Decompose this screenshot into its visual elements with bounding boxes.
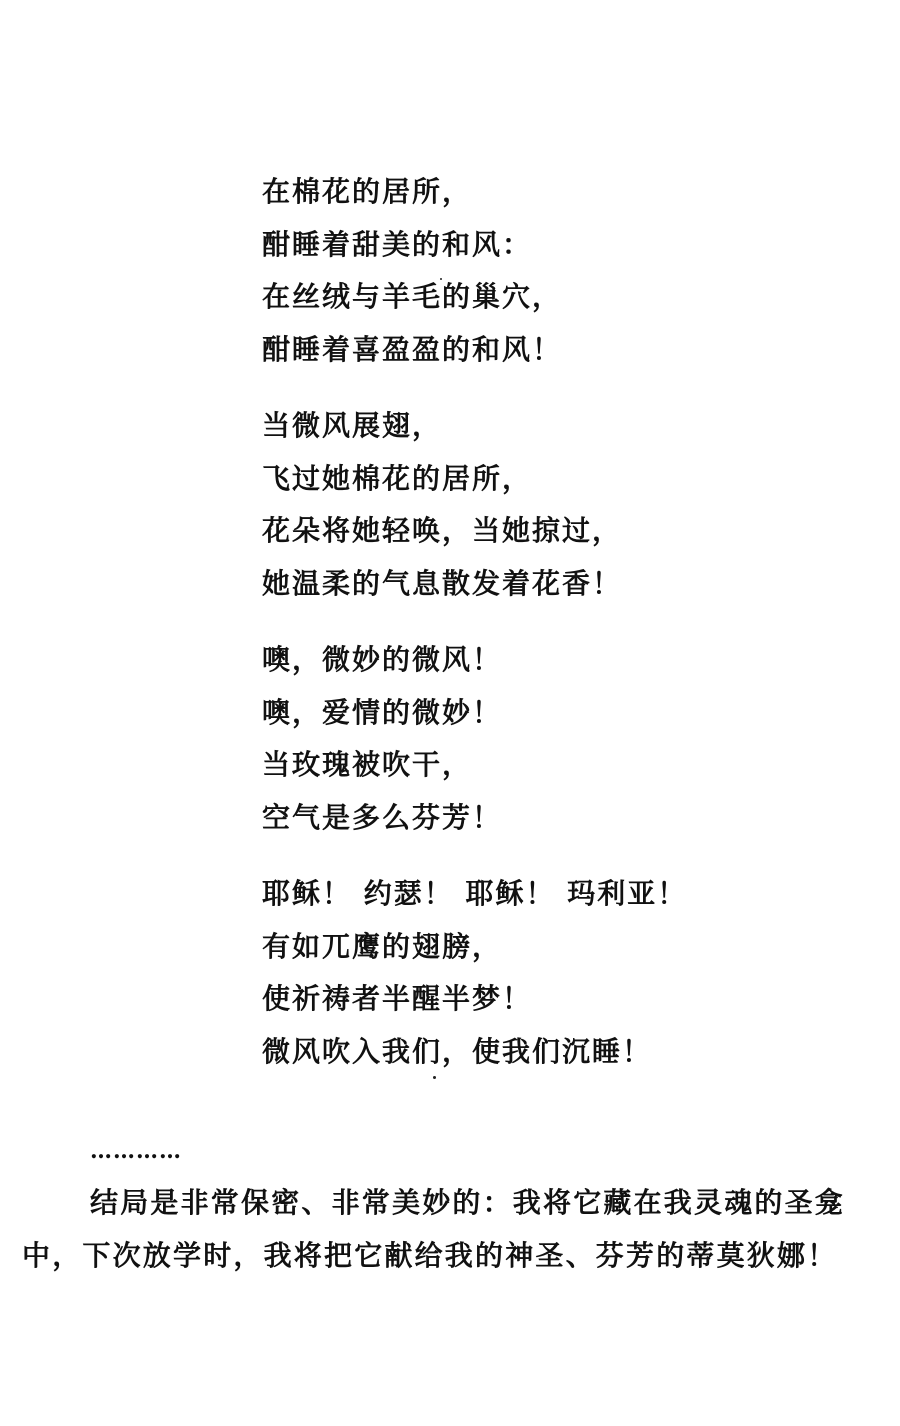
poem-stanza: [262, 634, 782, 844]
poem-stanza: [262, 868, 782, 1078]
poem-line: 当微风展翅，: [262, 409, 443, 442]
poem-line: 飞过她棉花的居所，: [262, 461, 533, 495]
poem-line: 当玫瑰被吹干，: [262, 748, 473, 781]
poem-line: 在棉花的居所，: [262, 175, 473, 208]
poem-line: 空气是多么芬芳！: [262, 800, 503, 834]
poem-line: 微风吹入我们，使我们沉睡！: [262, 1034, 653, 1068]
poem-line: 噢，微妙的微风！: [262, 643, 503, 676]
poem-line: 在丝绒与羊毛的巢穴，: [262, 280, 563, 313]
poem-stanza: [262, 400, 782, 610]
poem-line: 酣睡着甜美的和风：: [262, 227, 533, 261]
poem-line: 有如兀鹰的翅膀，: [262, 929, 503, 963]
poem-line: 使祈祷者半醒半梦！: [262, 982, 533, 1015]
poem-line: 酣睡着喜盈盈的和风！: [262, 332, 563, 366]
scan-speck: [440, 278, 442, 280]
prose-paragraph: [22, 1176, 872, 1282]
poem-stanza: [262, 166, 782, 376]
scan-speck: [433, 1076, 436, 1079]
poem: [262, 166, 782, 1102]
prose-text: 结局是非常保密、非常美妙的：我将它藏在我灵魂的圣龛中，下次放学时，我将把它献给我的神圣、芬芳的蒂莫狄娜！: [22, 1186, 846, 1272]
poem-line: 她温柔的气息散发着花香！: [262, 566, 623, 600]
poem-line: 噢，爱情的微妙！: [262, 695, 503, 729]
poem-line: 耶稣！ 约瑟！ 耶稣！ 玛利亚！: [262, 877, 688, 910]
section-separator: …………: [90, 1138, 182, 1164]
poem-line: 花朵将她轻唤，当她掠过，: [262, 514, 623, 547]
